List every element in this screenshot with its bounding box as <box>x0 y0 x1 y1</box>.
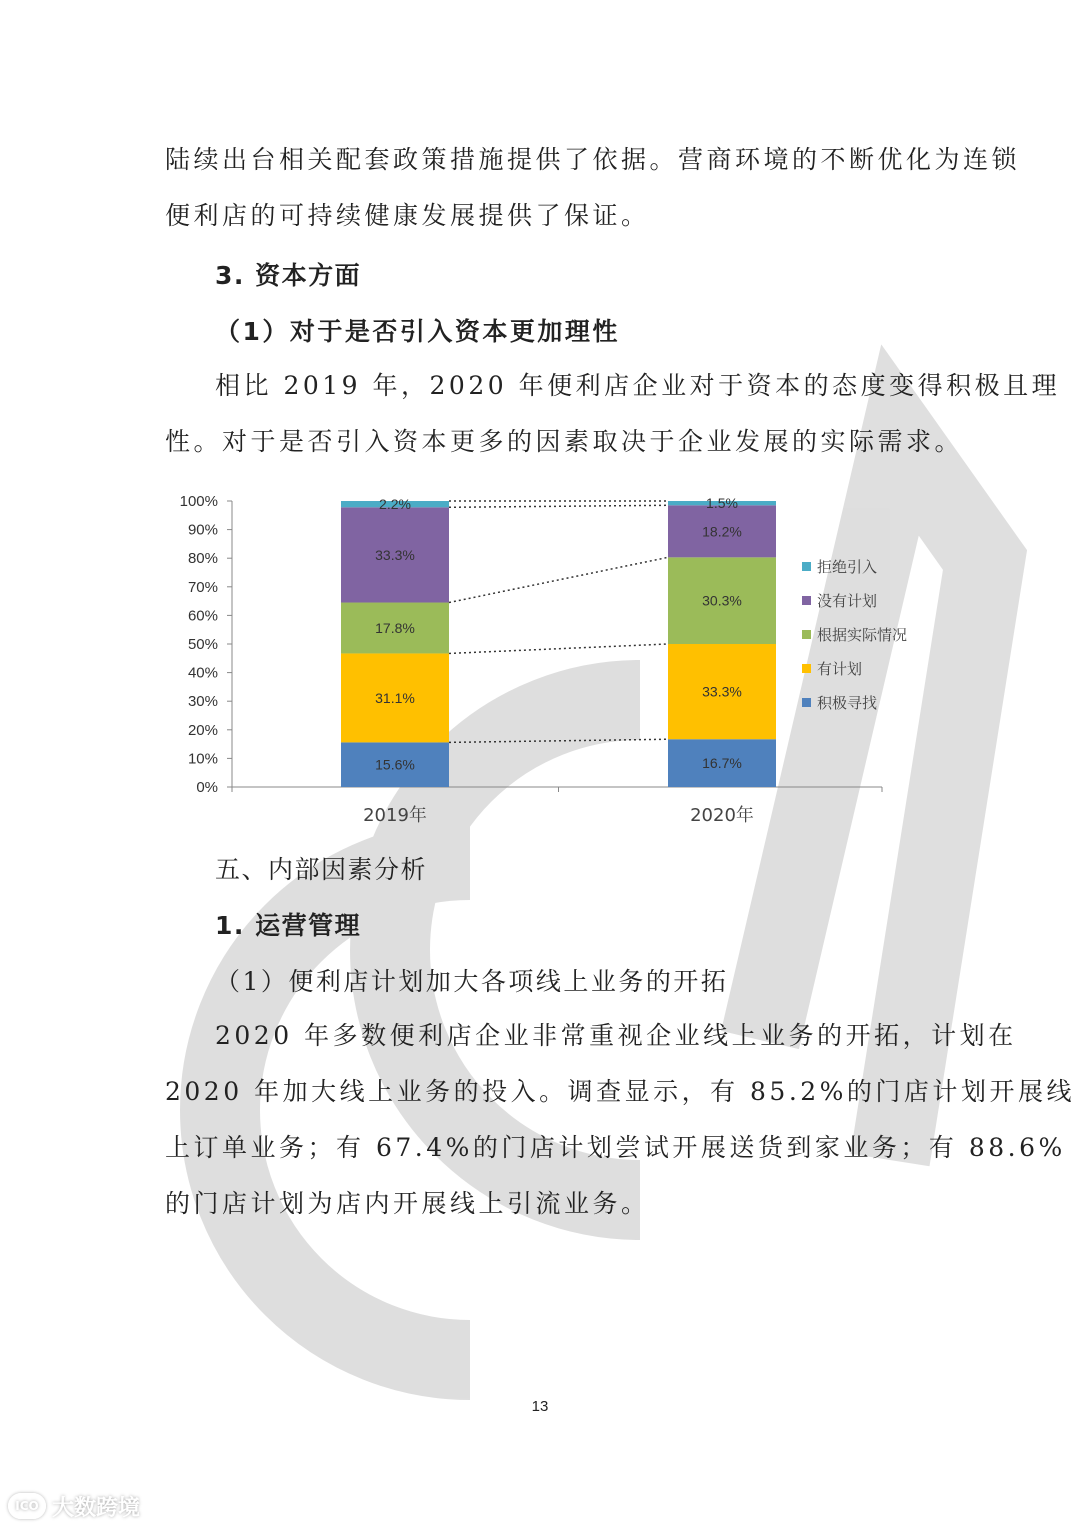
y-tick-label: 0% <box>196 779 218 796</box>
legend-swatch <box>802 630 811 639</box>
capital-paragraph <box>165 358 1061 470</box>
intro-paragraph <box>165 132 1021 244</box>
online-line: 2020 年多数便利店企业非常重视企业线上业务的开拓，计划在 <box>215 1021 1017 1050</box>
data-label: 17.8% <box>375 619 415 636</box>
data-label: 15.6% <box>375 756 415 773</box>
y-tick-label: 100% <box>179 493 218 510</box>
series-connector-line <box>449 739 668 742</box>
online-line: 的门店计划为店内开展线上引流业务。 <box>165 1189 650 1218</box>
category-label: 2019年 <box>363 805 427 826</box>
section-heading-operations: 1. 运营管理 <box>215 911 362 940</box>
legend-label: 根据实际情况 <box>817 626 908 644</box>
subheading-capital: （1）对于是否引入资本更加理性 <box>215 317 620 346</box>
online-line: 2020 年加大线上业务的投入。调查显示，有 85.2%的门店计划开展线 <box>165 1077 1075 1106</box>
data-label: 1.5% <box>706 495 738 512</box>
category-label: 2020年 <box>690 805 754 826</box>
capital-line: 相比 2019 年，2020 年便利店企业对于资本的态度变得积极且理 <box>215 371 1061 400</box>
online-line: 上订单业务；有 67.4%的门店计划尝试开展送货到家业务；有 88.6% <box>165 1133 1066 1162</box>
legend-label: 没有计划 <box>817 592 878 610</box>
series-connector-line <box>449 505 668 507</box>
legend-swatch <box>802 596 811 605</box>
series-connector-line <box>449 644 668 653</box>
intro-line: 陆续出台相关配套政策措施提供了依据。营商环境的不断优化为连锁 <box>165 145 1021 174</box>
capital-attitude-chart <box>150 485 940 835</box>
data-label: 33.3% <box>702 683 742 700</box>
y-tick-label: 70% <box>187 578 218 596</box>
y-tick-label: 60% <box>187 607 218 625</box>
intro-line: 便利店的可持续健康发展提供了保证。 <box>165 201 650 230</box>
y-tick-label: 90% <box>187 521 218 539</box>
data-label: 31.1% <box>375 689 415 706</box>
section-heading-internal-factors: 五、内部因素分析 <box>215 855 428 884</box>
y-tick-label: 10% <box>187 750 218 768</box>
data-label: 2.2% <box>379 496 411 513</box>
y-tick-label: 50% <box>187 636 218 653</box>
y-tick-label: 80% <box>187 550 218 568</box>
y-tick-label: 20% <box>187 721 218 739</box>
legend-swatch <box>802 562 811 571</box>
brand-name: 大数跨境 <box>52 1495 141 1521</box>
legend-label: 拒绝引入 <box>817 558 878 576</box>
brand-logo-icon: ICO <box>8 1493 46 1519</box>
series-connector-line <box>449 557 668 602</box>
legend-label: 积极寻找 <box>817 694 878 712</box>
y-tick-label: 30% <box>187 693 218 711</box>
data-label: 16.7% <box>702 755 742 772</box>
brand-watermark <box>8 1490 140 1522</box>
section-heading-capital: 3. 资本方面 <box>215 261 362 290</box>
legend-swatch <box>802 664 811 673</box>
online-business-paragraph <box>165 1008 1075 1232</box>
legend-swatch <box>802 698 811 707</box>
legend-label: 有计划 <box>817 660 863 678</box>
data-label: 33.3% <box>375 546 415 563</box>
subheading-online-business: （1）便利店计划加大各项线上业务的开拓 <box>215 967 729 996</box>
data-label: 30.3% <box>702 592 742 609</box>
page-number: 13 <box>531 1398 549 1415</box>
capital-line: 性。对于是否引入资本更多的因素取决于企业发展的实际需求。 <box>165 427 964 456</box>
y-tick-label: 40% <box>187 664 218 682</box>
data-label: 18.2% <box>702 523 742 540</box>
